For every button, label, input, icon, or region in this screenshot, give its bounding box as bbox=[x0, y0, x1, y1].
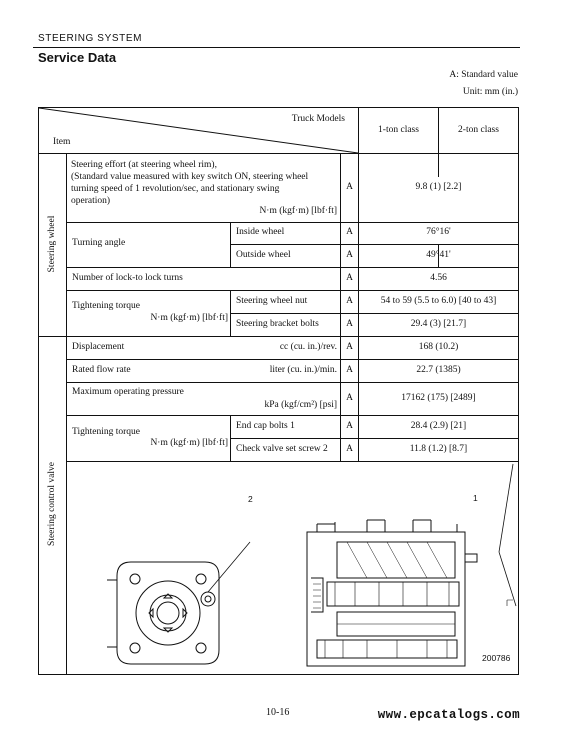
displacement-value: 168 (10.2) bbox=[418, 342, 459, 352]
flow-rate-unit: liter (cu. in.)/min. bbox=[269, 365, 337, 375]
lock-turns-label: Number of lock-to lock turns bbox=[72, 273, 183, 283]
valve-section-view bbox=[307, 464, 516, 666]
grid-line bbox=[66, 222, 518, 223]
legend-standard-value: A: Standard value bbox=[449, 70, 518, 80]
grid-line bbox=[230, 415, 231, 461]
group-steering-control-valve: Steering control valve bbox=[47, 462, 57, 546]
service-data-table bbox=[38, 107, 519, 675]
grid-line bbox=[66, 359, 518, 360]
check-valve-set-screw-label: Check valve set screw 2 bbox=[236, 444, 328, 454]
grid-line bbox=[340, 153, 341, 461]
turning-angle-label: Turning angle bbox=[72, 238, 126, 248]
steering-bracket-bolts-code: A bbox=[346, 319, 353, 329]
steering-effort-value: 9.8 (1) [2.2] bbox=[415, 182, 462, 192]
grid-line bbox=[39, 153, 518, 154]
steering-wheel-nut-code: A bbox=[346, 296, 353, 306]
header-item: Item bbox=[53, 137, 71, 147]
end-cap-bolts-label: End cap bolts 1 bbox=[236, 421, 295, 431]
lock-turns-code: A bbox=[346, 273, 353, 283]
grid-line bbox=[230, 313, 518, 314]
check-valve-set-screw-value: 11.8 (1.2) [8.7] bbox=[409, 444, 468, 454]
steering-bracket-bolts-label: Steering bracket bolts bbox=[236, 319, 319, 329]
sw-torque-label: Tightening torque bbox=[72, 301, 140, 311]
group-steering-wheel: Steering wheel bbox=[47, 215, 57, 273]
callout-2: 2 bbox=[248, 494, 253, 504]
grid-line bbox=[66, 267, 518, 268]
flow-rate-label: Rated flow rate bbox=[72, 365, 131, 375]
steering-bracket-bolts-value: 29.4 (3) [21.7] bbox=[410, 319, 467, 329]
displacement-code: A bbox=[346, 342, 353, 352]
header-2ton-class: 2-ton class bbox=[458, 125, 499, 135]
grid-line bbox=[438, 153, 439, 177]
page-number: 10-16 bbox=[266, 707, 290, 718]
end-cap-bolts-code: A bbox=[346, 421, 353, 431]
max-pressure-value: 17162 (175) [2489] bbox=[401, 393, 476, 403]
callout-1: 1 bbox=[473, 493, 478, 503]
max-pressure-code: A bbox=[346, 393, 353, 403]
grid-line bbox=[358, 153, 359, 461]
displacement-unit: cc (cu. in.)/rev. bbox=[279, 342, 337, 352]
displacement-label: Displacement bbox=[72, 342, 125, 352]
lock-turns-value: 4.56 bbox=[430, 273, 447, 283]
outside-wheel-code: A bbox=[346, 250, 353, 260]
grid-line bbox=[230, 290, 231, 336]
section-title: STEERING SYSTEM bbox=[38, 33, 143, 44]
page-title: Service Data bbox=[38, 50, 117, 65]
max-pressure-unit: kPa (kgf/cm²) [psi] bbox=[264, 400, 337, 410]
inside-wheel-value: 76°16' bbox=[426, 227, 451, 237]
figure-id: 200786 bbox=[482, 653, 511, 663]
flow-rate-code: A bbox=[346, 365, 353, 375]
site-watermark: www.epcatalogs.com bbox=[377, 708, 520, 722]
steering-wheel-nut-label: Steering wheel nut bbox=[236, 296, 308, 306]
header-truck-models: Truck Models bbox=[291, 114, 345, 124]
inside-wheel-code: A bbox=[346, 227, 353, 237]
check-valve-set-screw-code: A bbox=[346, 444, 353, 454]
grid-line bbox=[66, 415, 518, 416]
outside-wheel-label: Outside wheel bbox=[236, 250, 291, 260]
legend-unit: Unit: mm (in.) bbox=[462, 87, 518, 97]
header-1ton-class: 1-ton class bbox=[378, 125, 419, 135]
grid-line bbox=[39, 336, 518, 337]
cv-torque-unit: N·m (kgf·m) [lbf·ft] bbox=[150, 438, 228, 448]
outside-wheel-value: 49°41' bbox=[426, 250, 451, 260]
grid-line bbox=[230, 244, 518, 245]
steering-effort-unit: N·m (kgf·m) [lbf·ft] bbox=[259, 206, 337, 216]
sw-torque-unit: N·m (kgf·m) [lbf·ft] bbox=[150, 313, 228, 323]
steering-effort-desc: Steering effort (at steering wheel rim), (Standard value measured with key switch ON, steering wheel turning speed of 1 revolution/sec, and stationary swing operation) bbox=[71, 160, 309, 206]
grid-line bbox=[230, 222, 231, 267]
end-cap-bolts-value: 28.4 (2.9) [21] bbox=[410, 421, 467, 431]
grid-line bbox=[66, 382, 518, 383]
section-rule bbox=[33, 47, 520, 48]
max-pressure-label: Maximum operating pressure bbox=[72, 387, 184, 397]
cv-torque-label: Tightening torque bbox=[72, 427, 140, 437]
steering-valve-drawing bbox=[67, 462, 518, 674]
steering-effort-code: A bbox=[346, 182, 353, 192]
valve-port-face-view bbox=[107, 542, 250, 664]
flow-rate-value: 22.7 (1385) bbox=[416, 365, 461, 375]
steering-wheel-nut-value: 54 to 59 (5.5 to 6.0) [40 to 43] bbox=[380, 296, 497, 306]
grid-line bbox=[230, 438, 518, 439]
inside-wheel-label: Inside wheel bbox=[236, 227, 285, 237]
grid-line bbox=[66, 290, 518, 291]
